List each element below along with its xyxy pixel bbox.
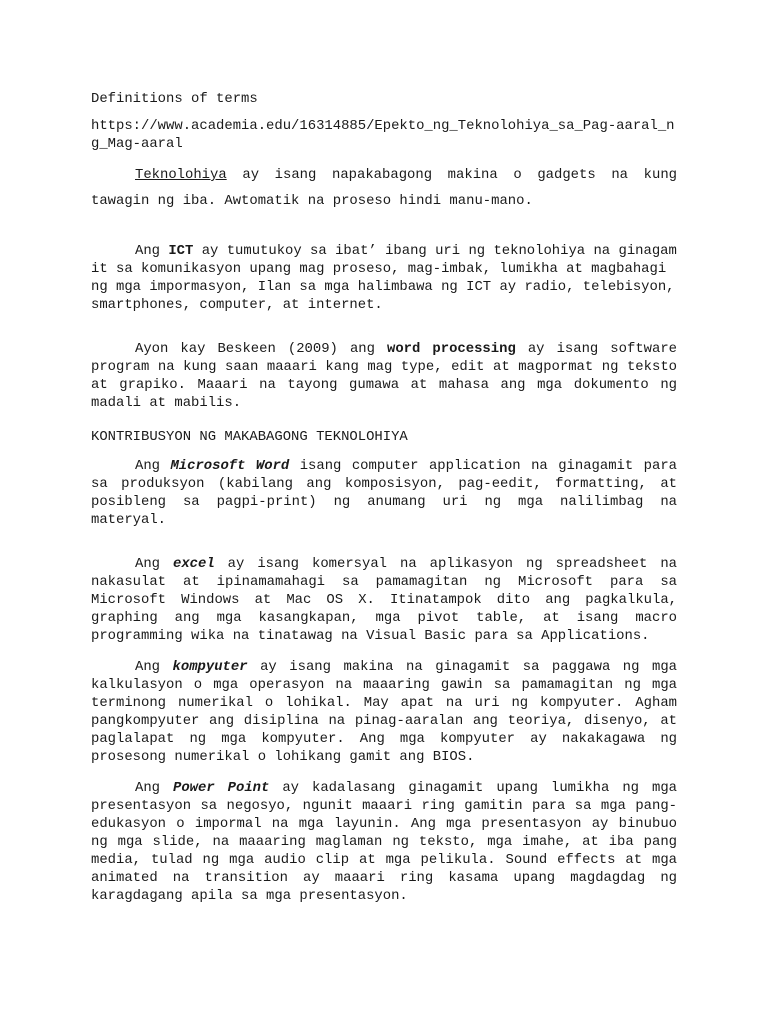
term-ict: ICT (168, 243, 194, 259)
paragraph-power-point-text: ay kadalasang ginagamit upang lumikha ng mga presentasyon sa negosyo, ngunit maaari ring gamitin para sa mga pang-edukasyon o impormal na mga layunin. Ang mga presentasyon ay binubuo ng mga slide, na maaaring maglaman ng teksto, mga imahe, at iba pang media, tulad ng mga audio clip at mga pelikula. Sound effects at mga animated na transition ay maaari ring kasama upang magdagdag ng karagdagang apila sa mga presentasyon. (91, 780, 677, 904)
paragraph-excel-pre: Ang (135, 556, 173, 572)
term-power-point: Power Point (173, 780, 270, 796)
paragraph-microsoft-word-text: isang computer application na ginagamit para sa produksyon (kabilang ang komposisyon, pag-eedit, formatting, at posibleng sa pagpi-print) ng anumang uri ng mga nalilimbag na materyal. (91, 458, 678, 528)
paragraph-teknolohiya (91, 162, 677, 214)
paragraph-ict-text: ay tumutukoy sa ibat’ ibang uri ng teknolohiya na ginagam it sa komunikasyon upang mag proseso, mag-imbak, lumikha at magbahagi ng mga impormasyon, Ilan sa mga halimbawa ng ICT ay radio, telebisyon, smartphones, computer, at internet. (91, 243, 677, 313)
paragraph-word-processing-pre: Ayon kay Beskeen (2009) ang (135, 341, 388, 357)
paragraph-word-processing-text: ay isang software program na kung saan maaari kang mag type, edit at magpormat ng teksto at grapiko. Maaari na tayong gumawa at mahasa ang mga dokumento ng madali at mabilis. (91, 341, 677, 411)
section-heading-kontribusyon: KONTRIBUSYON NG MAKABAGONG TEKNOLOHIYA (91, 429, 408, 445)
paragraph-kompyuter (91, 658, 677, 766)
document-heading: Definitions of terms (91, 91, 258, 107)
paragraph-kompyuter-text: ay isang makina na ginagamit sa paggawa ng mga kalkulasyon o mga operasyon na maaaring gawin sa pamamagitan ng mga terminong numerikal o lohikal. May apat na uri ng kompyuter. Agham pangkompyuter ang disiplina na pinag-aaralan ang teoriya, disenyo, at paglalapat ng mga kompyuter. Ang mga kompyuter ay nakakagawa ng prosesong numerikal o lohikang gamit ang BIOS. (91, 659, 678, 765)
paragraph-kompyuter-pre: Ang (135, 659, 173, 675)
paragraph-microsoft-word-pre: Ang (135, 458, 171, 474)
paragraph-power-point-pre: Ang (135, 780, 173, 796)
paragraph-excel (91, 555, 677, 645)
term-microsoft-word: Microsoft Word (170, 458, 290, 474)
paragraph-teknolohiya-text: ay isang napakabagong makina o gadgets na kung tawagin ng iba. Awtomatik na proseso hindi manu-mano. (91, 167, 677, 209)
paragraph-ict (91, 242, 677, 314)
paragraph-microsoft-word (91, 457, 677, 529)
paragraph-word-processing (91, 340, 677, 412)
term-word-processing: word processing (387, 341, 516, 357)
document-page (91, 90, 677, 905)
source-url: https://www.academia.edu/16314885/Epekto_ng_Teknolohiya_sa_Pag-aaral_ng_Mag-aaral (91, 118, 675, 152)
term-excel: excel (173, 556, 215, 572)
term-teknolohiya: Teknolohiya (135, 167, 227, 183)
term-kompyuter: kompyuter (172, 659, 248, 675)
paragraph-excel-text: ay isang komersyal na aplikasyon ng spreadsheet na nakasulat at ipinamamahagi sa pamamagitan ng Microsoft para sa Microsoft Windows at Mac OS X. Itinatampok dito ang pagkalkula, graphing ang mga kasangkapan, mga pivot table, at isang macro programming wika na tinatawag na Visual Basic para sa Applications. (91, 556, 678, 644)
paragraph-power-point (91, 779, 677, 905)
paragraph-ict-pre: Ang (135, 243, 169, 259)
